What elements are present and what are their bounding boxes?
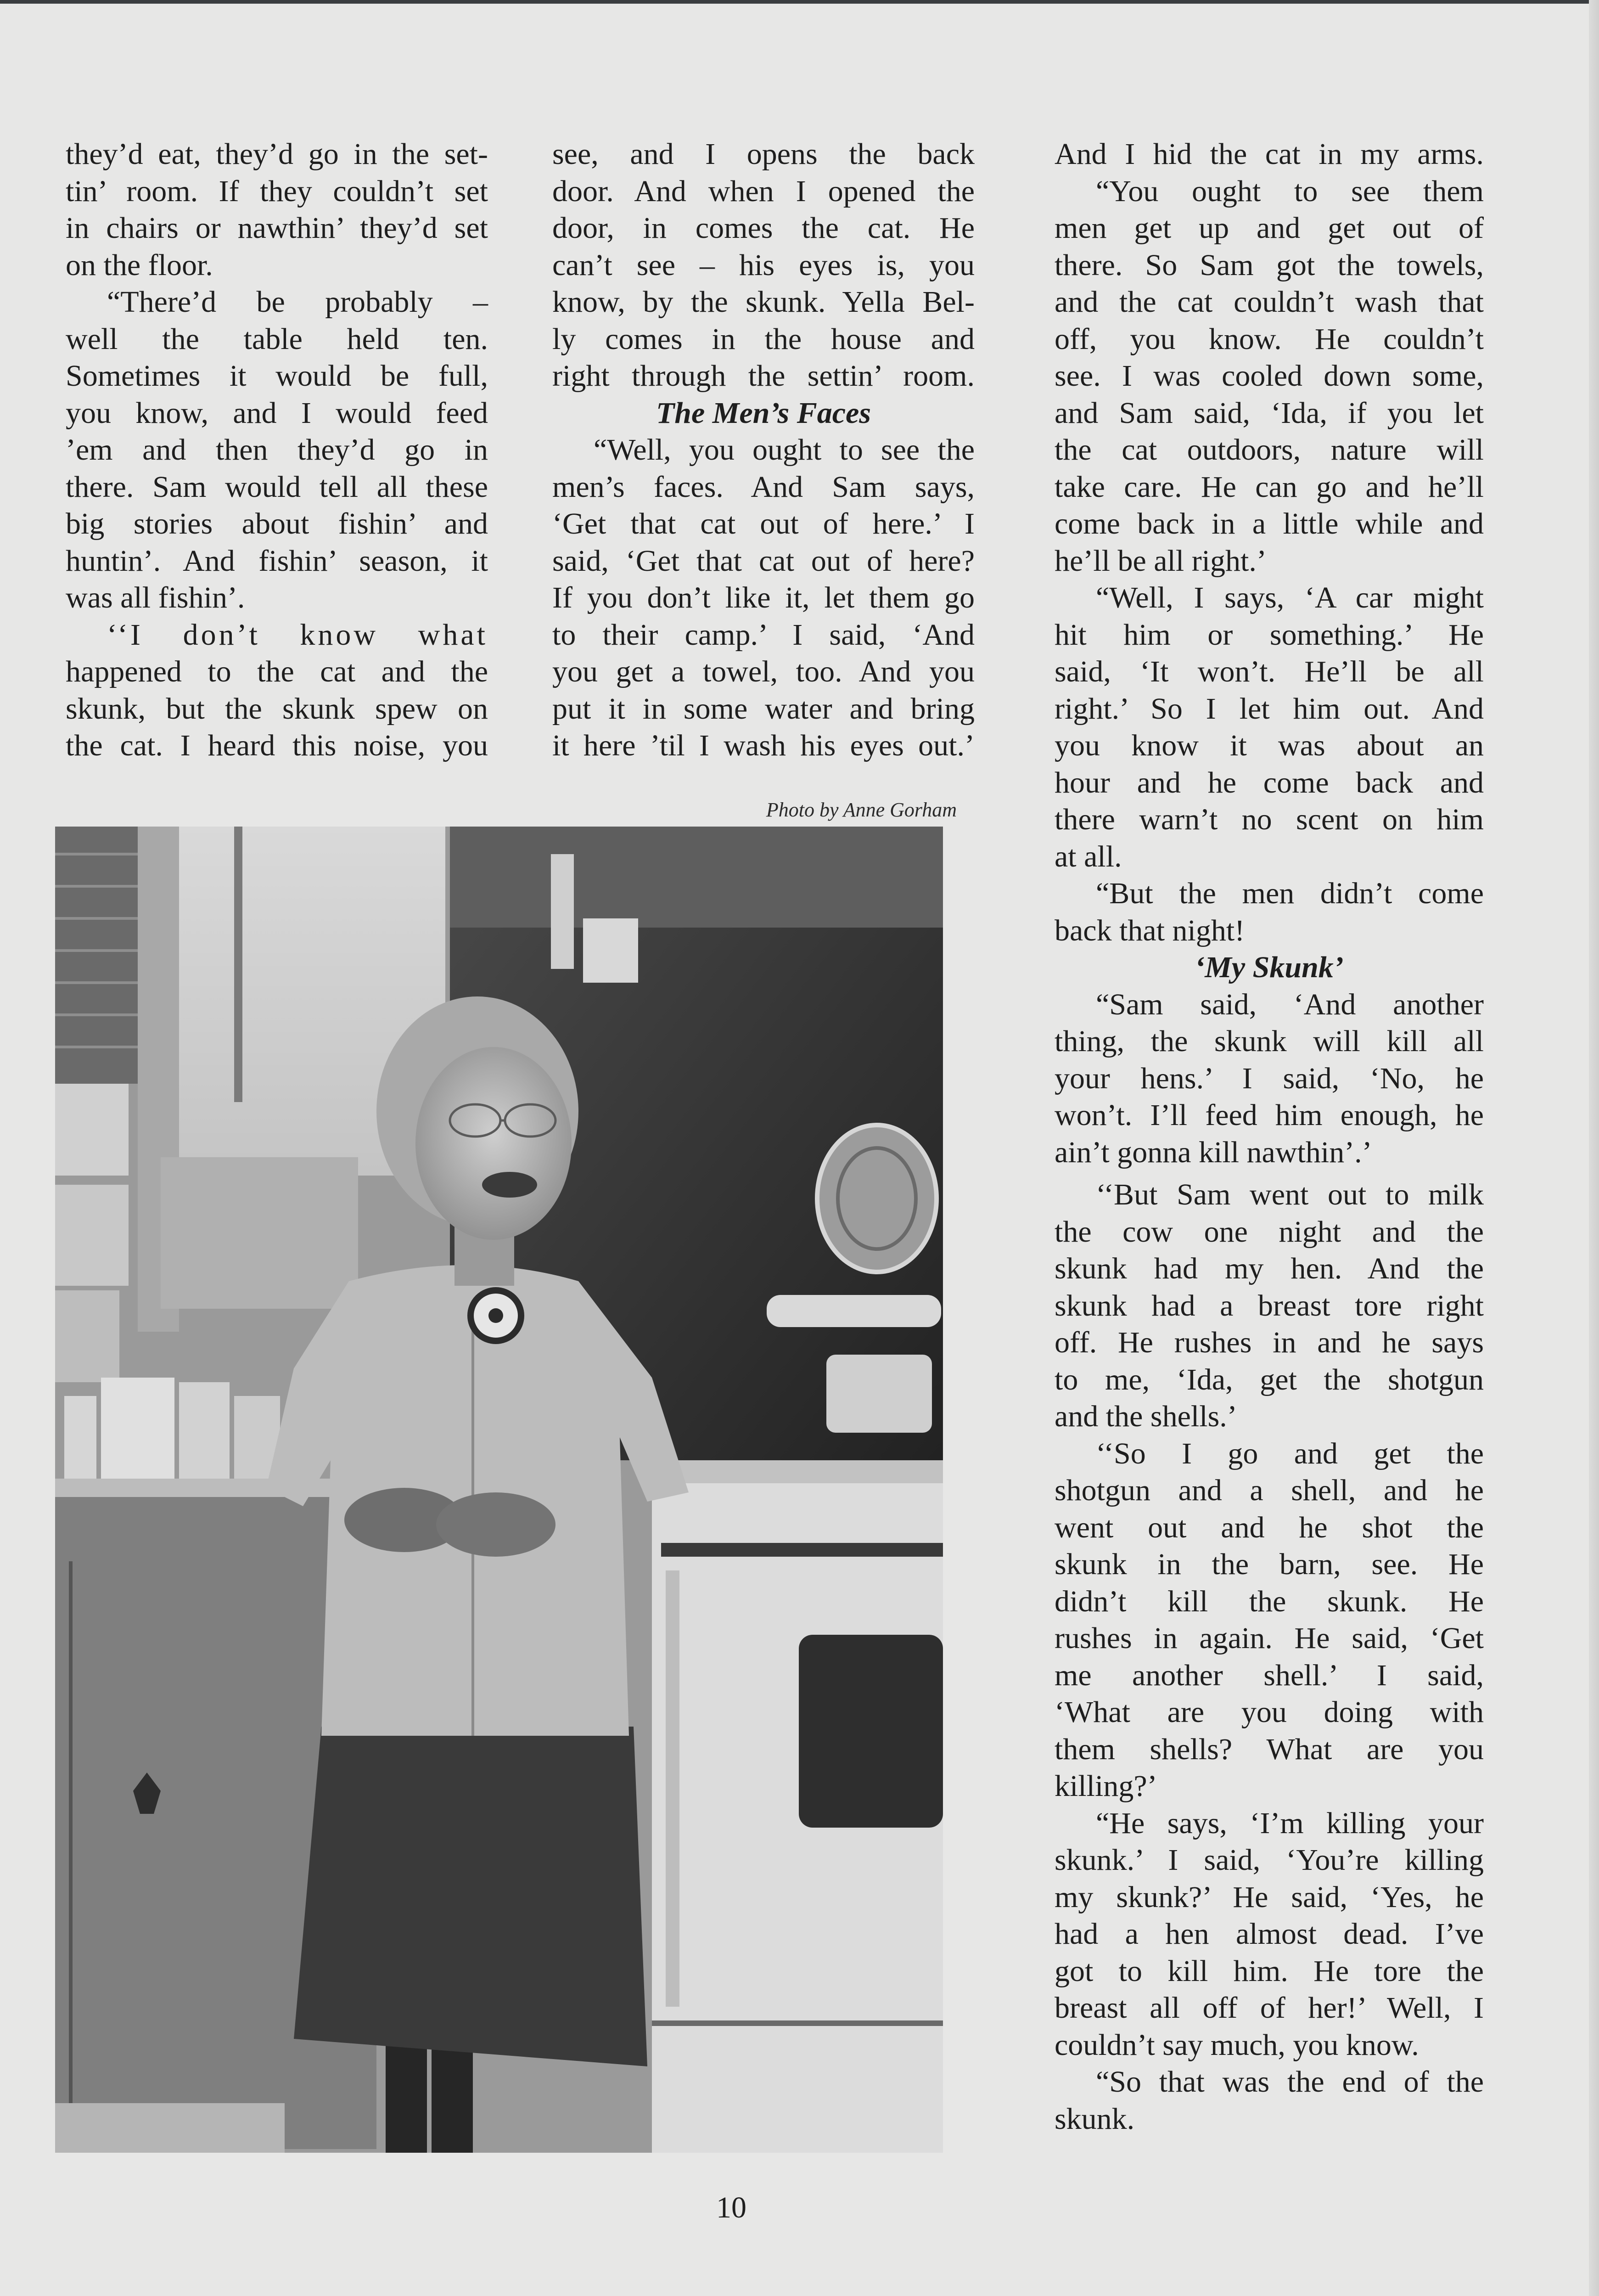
text-line: come back in a little while and bbox=[1055, 507, 1484, 540]
text-line: see, and I opens the back bbox=[552, 137, 975, 171]
text-line: me another shell.’ I said, bbox=[1055, 1658, 1484, 1692]
text-line: and the shells.’ bbox=[1055, 1400, 1237, 1433]
text-line: can’t see – his eyes is, you bbox=[552, 248, 975, 282]
text-line: to me, ‘Ida, get the shotgun bbox=[1055, 1362, 1484, 1396]
text-line: went out and he shot the bbox=[1055, 1510, 1484, 1544]
text-line: “There’d be probably – bbox=[107, 285, 488, 319]
text-line: ain’t gonna kill nawthin’.’ bbox=[1055, 1135, 1372, 1169]
text-line: your hens.’ I said, ‘No, he bbox=[1055, 1061, 1484, 1095]
text-line: and the cat couldn’t wash that bbox=[1055, 285, 1484, 319]
text-line: And I hid the cat in my arms. bbox=[1055, 137, 1484, 171]
text-line: know, by the skunk. Yella Bel- bbox=[552, 285, 975, 319]
text-line: If you don’t like it, let them go bbox=[552, 581, 975, 614]
page-number: 10 bbox=[716, 2191, 746, 2224]
text-line: skunk.’ I said, ‘You’re killing bbox=[1055, 1843, 1484, 1877]
text-line: “Sam said, ‘And another bbox=[1096, 987, 1484, 1021]
text-line: rushes in again. He said, ‘Get bbox=[1055, 1621, 1484, 1655]
text-line: you know, and I would feed bbox=[66, 396, 488, 430]
text-line: skunk, but the skunk spew on bbox=[66, 692, 488, 726]
page-top-edge bbox=[0, 0, 1599, 4]
text-line: “Well, you ought to see the bbox=[594, 433, 975, 467]
text-line: skunk in the barn, see. He bbox=[1055, 1548, 1484, 1581]
text-line: they’d eat, they’d go in the set- bbox=[66, 137, 488, 171]
text-line: the cat. I heard this noise, you bbox=[66, 729, 488, 762]
text-line: ’em and then they’d go in bbox=[66, 433, 488, 467]
text-line: shotgun and a shell, and he bbox=[1055, 1474, 1484, 1507]
text-column-3 bbox=[1055, 136, 1484, 2138]
photo-illustration bbox=[55, 827, 943, 2153]
photo-credit: Photo by Anne Gorham bbox=[766, 799, 957, 821]
text-line: “Well, I says, ‘A car might bbox=[1096, 581, 1484, 614]
text-line: Sometimes it would be full, bbox=[66, 359, 488, 393]
text-line: happened to the cat and the bbox=[66, 655, 488, 688]
text-line: “He says, ‘I’m killing your bbox=[1096, 1806, 1484, 1840]
text-line: off, you know. He couldn’t bbox=[1055, 322, 1484, 356]
text-line: he’ll be all right.’ bbox=[1055, 544, 1267, 578]
text-line: you know it was about an bbox=[1055, 729, 1484, 762]
photograph bbox=[55, 827, 943, 2153]
text-line: got to kill him. He tore the bbox=[1055, 1954, 1484, 1988]
text-line: ‘‘So I go and get the bbox=[1096, 1436, 1484, 1470]
text-line: back that night! bbox=[1055, 913, 1245, 947]
text-line: said, ‘Get that cat out of here? bbox=[552, 544, 975, 578]
text-line: breast all off of her!’ Well, I bbox=[1055, 1991, 1484, 2025]
text-line: men’s faces. And Sam says, bbox=[552, 470, 975, 504]
text-line: “You ought to see them bbox=[1096, 174, 1484, 208]
text-line: door, in comes the cat. He bbox=[552, 211, 975, 245]
text-line: hour and he come back and bbox=[1055, 765, 1484, 799]
text-line: in chairs or nawthin’ they’d set bbox=[66, 211, 488, 245]
text-line: right.’ So I let him out. And bbox=[1055, 692, 1484, 726]
text-line: said, ‘It won’t. He’ll be all bbox=[1055, 655, 1484, 688]
text-line: big stories about fishin’ and bbox=[66, 507, 488, 540]
text-line: “But the men didn’t come bbox=[1096, 877, 1484, 910]
text-column-1 bbox=[66, 136, 488, 765]
text-line: you get a towel, too. And you bbox=[552, 655, 975, 688]
text-line: there. So Sam got the towels, bbox=[1055, 248, 1484, 282]
text-line: them shells? What are you bbox=[1055, 1732, 1484, 1766]
text-line: ‘What are you doing with bbox=[1055, 1695, 1484, 1729]
text-line: thing, the skunk will kill all bbox=[1055, 1024, 1484, 1058]
text-line: off. He rushes in and he says bbox=[1055, 1326, 1484, 1359]
text-line: and Sam said, ‘Ida, if you let bbox=[1055, 396, 1484, 430]
text-line: well the table held ten. bbox=[66, 322, 488, 356]
text-line: couldn’t say much, you know. bbox=[1055, 2028, 1419, 2062]
text-line: hit him or something.’ He bbox=[1055, 618, 1484, 652]
text-line: door. And when I opened the bbox=[552, 174, 975, 208]
text-line: “So that was the end of the bbox=[1096, 2065, 1484, 2099]
text-line: skunk. bbox=[1055, 2102, 1135, 2136]
text-line: put it in some water and bring bbox=[552, 692, 975, 726]
text-line: ly comes in the house and bbox=[552, 322, 975, 356]
text-line: take care. He can go and he’ll bbox=[1055, 470, 1484, 504]
text-line: the cat outdoors, nature will bbox=[1055, 433, 1484, 467]
subheading-mens-faces: The Men’s Faces bbox=[656, 396, 871, 430]
text-line: on the floor. bbox=[66, 248, 213, 282]
text-line: ‘‘I don’t know what bbox=[107, 618, 488, 652]
text-line: tin’ room. If they couldn’t set bbox=[66, 174, 488, 208]
text-line: huntin’. And fishin’ season, it bbox=[66, 544, 488, 578]
text-line: ‘Get that cat out of here.’ I bbox=[552, 507, 975, 540]
text-column-2 bbox=[552, 136, 975, 765]
text-line: skunk had my hen. And the bbox=[1055, 1252, 1484, 1285]
text-line: right through the settin’ room. bbox=[552, 359, 975, 393]
text-line: it here ’til I wash his eyes out.’ bbox=[552, 729, 975, 762]
text-line: the cow one night and the bbox=[1055, 1215, 1484, 1249]
text-line: didn’t kill the skunk. He bbox=[1055, 1584, 1484, 1618]
page-binding-edge bbox=[1589, 0, 1599, 2296]
text-line: my skunk?’ He said, ‘Yes, he bbox=[1055, 1880, 1484, 1914]
text-line: men get up and get out of bbox=[1055, 211, 1484, 245]
text-line: see. I was cooled down some, bbox=[1055, 359, 1484, 393]
text-line: killing?’ bbox=[1055, 1769, 1157, 1803]
text-line: was all fishin’. bbox=[66, 581, 245, 614]
text-line: at all. bbox=[1055, 839, 1122, 873]
text-line: had a hen almost dead. I’ve bbox=[1055, 1917, 1484, 1951]
text-line: there warn’t no scent on him bbox=[1055, 803, 1484, 836]
text-line: ‘‘But Sam went out to milk bbox=[1096, 1178, 1484, 1211]
text-line: there. Sam would tell all these bbox=[66, 470, 488, 504]
subheading-my-skunk: ‘My Skunk’ bbox=[1195, 951, 1344, 984]
text-line: won’t. I’ll feed him enough, he bbox=[1055, 1098, 1484, 1132]
text-line: skunk had a breast tore right bbox=[1055, 1289, 1484, 1322]
text-line: to their camp.’ I said, ‘And bbox=[552, 618, 975, 652]
